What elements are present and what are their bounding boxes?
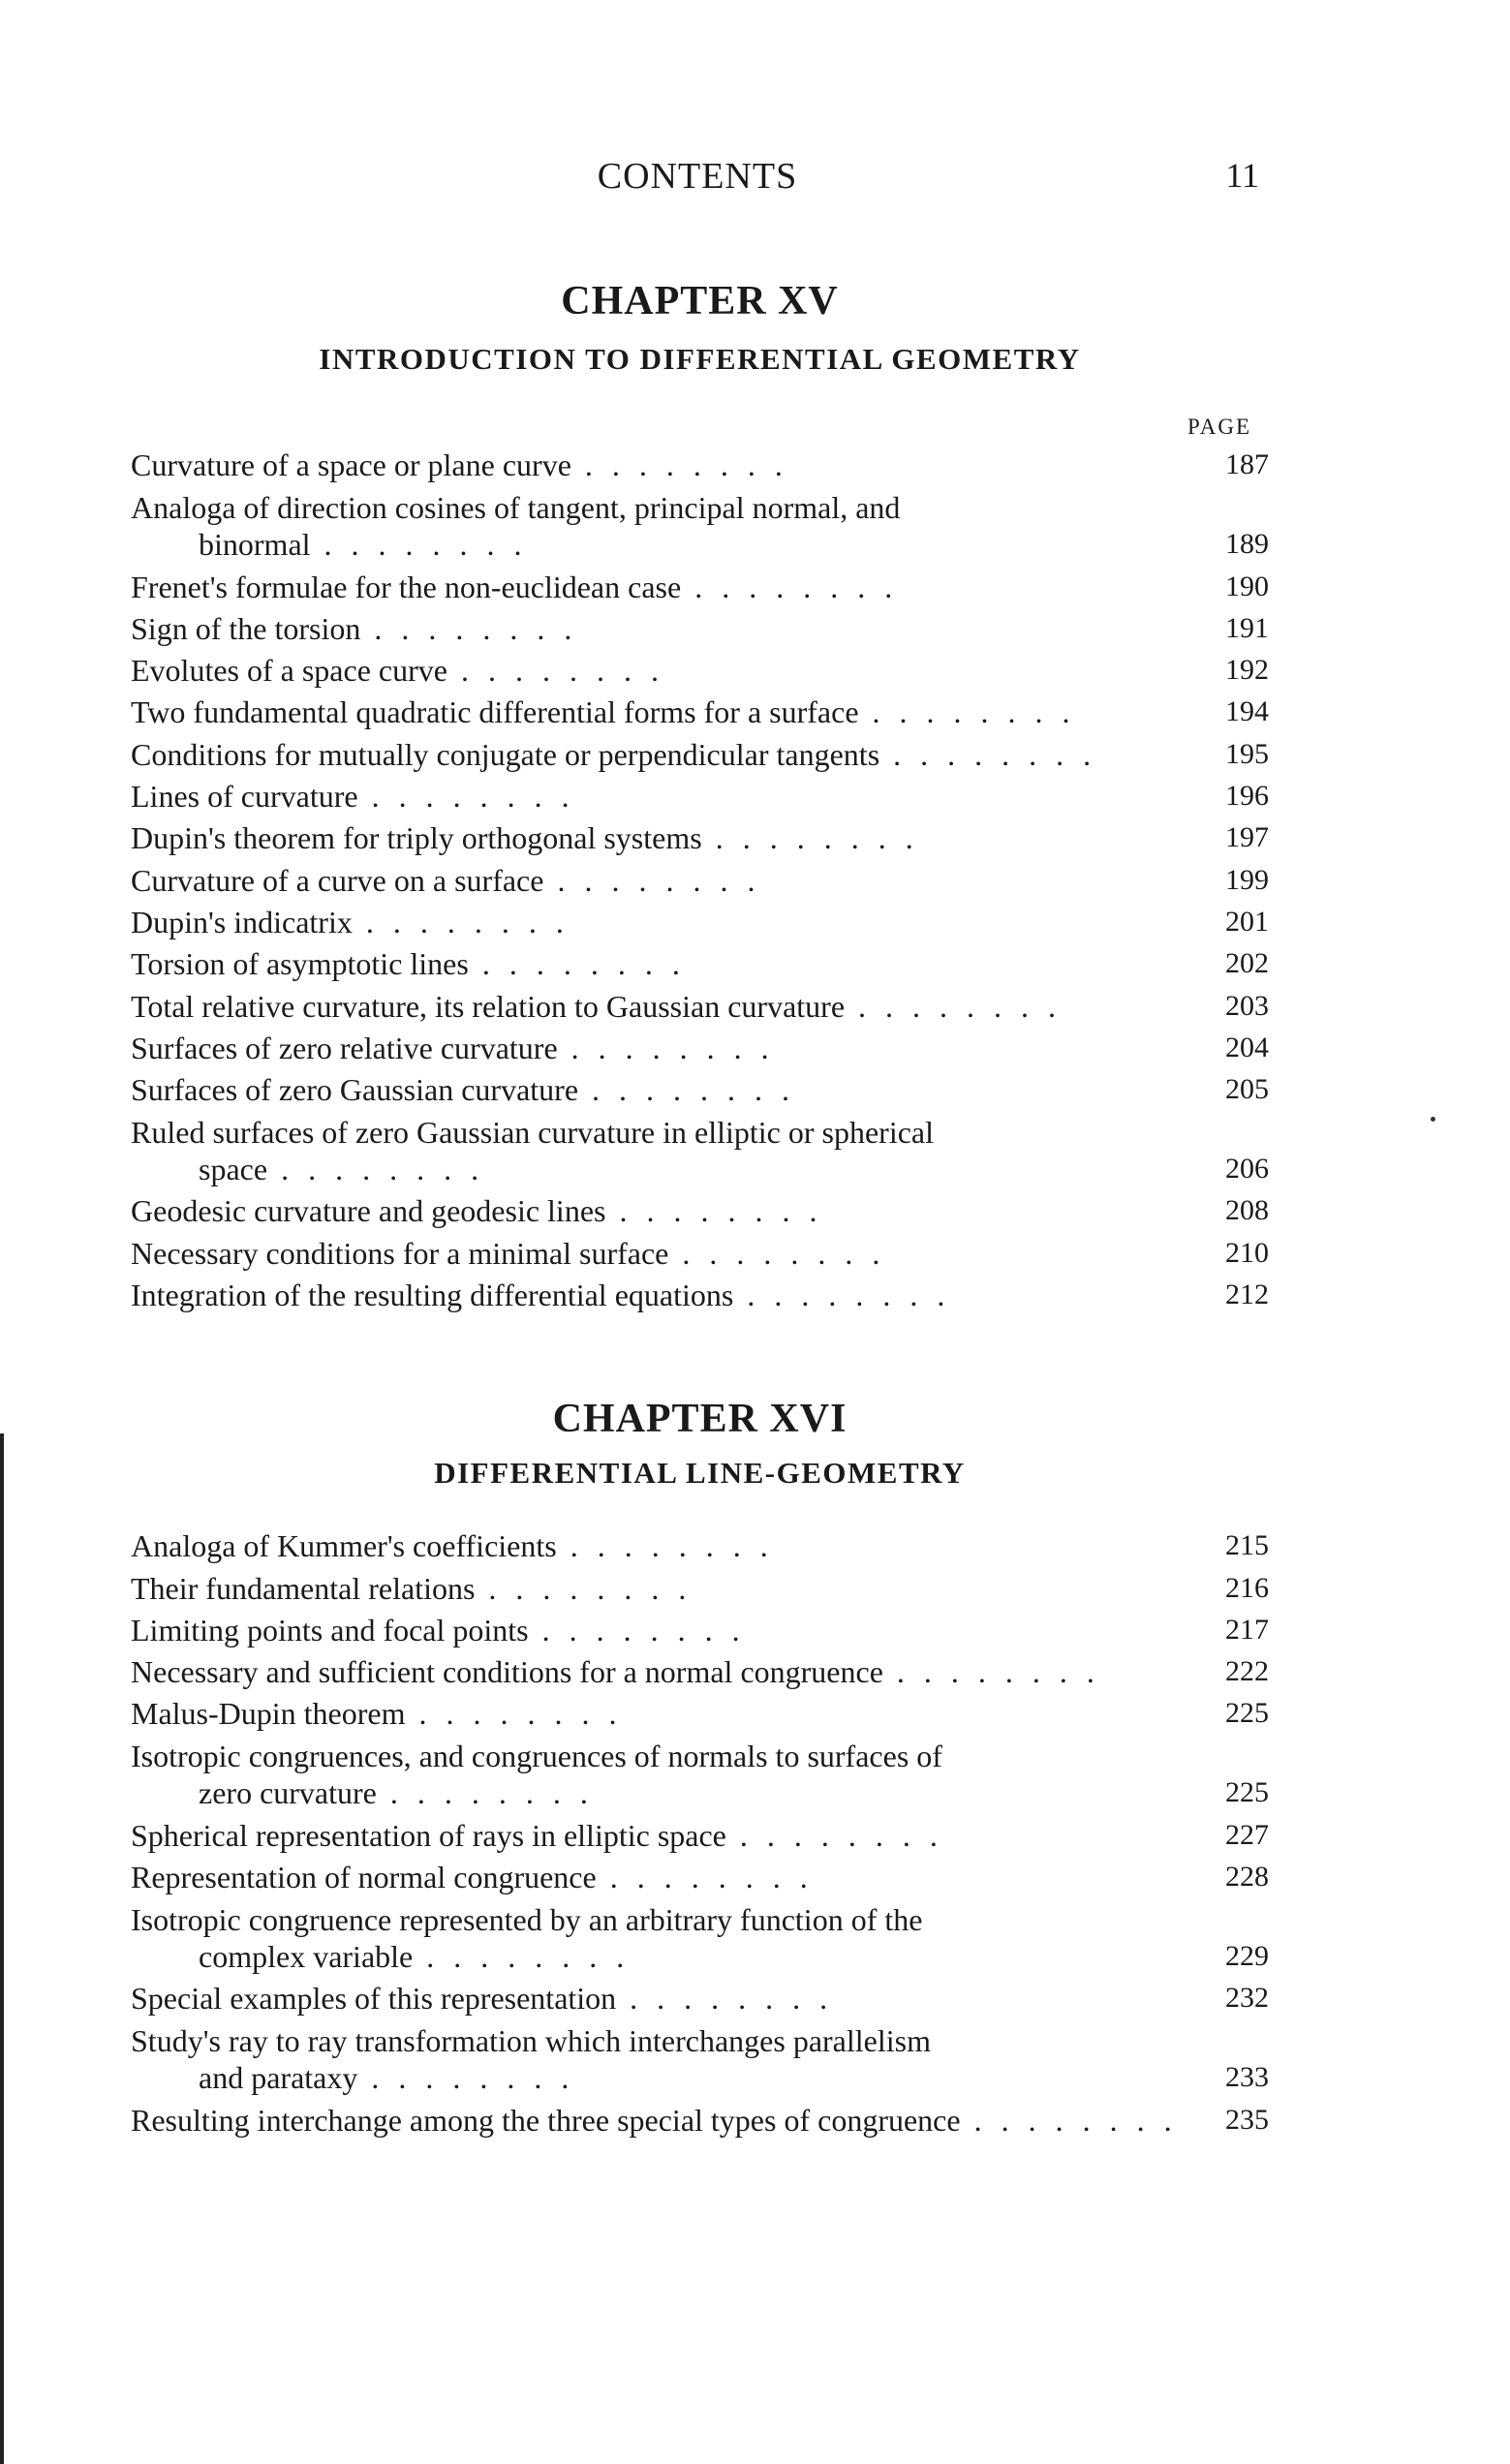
toc-entry (131, 940, 1269, 982)
toc-entry-page: 227 (1225, 1818, 1269, 1851)
dot-leader (558, 1031, 775, 1065)
toc-entry (131, 856, 1269, 898)
toc-entry (131, 815, 1269, 856)
toc-entry-title: Necessary and sufficient conditions for a normal congruence (131, 1654, 883, 1690)
toc-entry (131, 730, 1269, 772)
toc-entry-continuation-text: zero curvature (199, 1775, 377, 1811)
toc-entry-page: 210 (1225, 1236, 1269, 1269)
toc-entry-list (131, 442, 1269, 1313)
toc-entry-text (131, 1030, 1191, 1066)
toc-entry-text (131, 1653, 1191, 1690)
dot-leader (413, 1939, 630, 1974)
toc-entry-page: 222 (1225, 1655, 1269, 1688)
dot-leader (597, 1860, 814, 1894)
toc-entry-title: Dupin's theorem for triply orthogonal systems (131, 820, 702, 856)
toc-entry-continuation (131, 1151, 1191, 1187)
toc-entry-title: Special examples of this representation (131, 1981, 617, 2017)
toc-entry-page: 232 (1225, 1982, 1269, 2015)
toc-entry-title: Representation of normal congruence (131, 1860, 597, 1895)
toc-entry-text (131, 862, 1191, 899)
toc-entry-page: 233 (1225, 2061, 1269, 2094)
toc-entry-title: Curvature of a space or plane curve (131, 447, 571, 483)
toc-entry-page: 196 (1225, 780, 1269, 813)
dot-leader (702, 820, 919, 855)
dot-leader (726, 1818, 943, 1853)
toc-entry (131, 1975, 1269, 2017)
toc-entry-page: 205 (1225, 1073, 1269, 1106)
toc-entry-text (131, 1114, 1191, 1187)
toc-entry (131, 1648, 1269, 1690)
chapter-15-section (131, 273, 1269, 1313)
toc-entry-text (131, 1570, 1191, 1607)
toc-entry-continuation (131, 1774, 1191, 1811)
toc-entry (131, 1187, 1269, 1229)
toc-entry-page: 208 (1225, 1194, 1269, 1227)
toc-entry (131, 483, 1269, 563)
toc-entry-page: 195 (1225, 737, 1269, 770)
dot-leader (883, 1654, 1100, 1689)
toc-entry-text (131, 1980, 1191, 2017)
scan-speck (1431, 1117, 1435, 1122)
toc-entry-title: Conditions for mutually conjugate or perpendicular tangents (131, 736, 880, 772)
toc-entry-continuation-text: binormal (199, 527, 311, 563)
toc-entry-title: Resulting interchange among the three special types of congruence (131, 2102, 961, 2138)
toc-entry-title: Their fundamental relations (131, 1570, 476, 1606)
toc-entry-title: Analoga of direction cosines of tangent, principal normal, and (131, 490, 901, 526)
dot-leader (859, 694, 1076, 729)
toc-entry-page: 202 (1225, 947, 1269, 980)
toc-entry (131, 1108, 1269, 1187)
dot-leader (311, 527, 528, 562)
dot-leader (605, 1193, 822, 1228)
chapter-subtitle: INTRODUCTION TO DIFFERENTIAL GEOMETRY (319, 342, 1081, 376)
toc-entry (131, 899, 1269, 940)
toc-entry-continuation-text: complex variable (199, 1939, 414, 1975)
dot-leader (360, 611, 577, 646)
toc-entry-title: Evolutes of a space curve (131, 653, 447, 689)
dot-leader (668, 1236, 885, 1271)
toc-entry-text (131, 1612, 1191, 1648)
chapter-title: CHAPTER XV (561, 279, 839, 323)
toc-entry-text (131, 569, 1191, 605)
scan-border-shadow (0, 1433, 4, 2464)
dot-leader (733, 1278, 950, 1312)
dot-leader (469, 946, 686, 981)
dot-leader (357, 2060, 574, 2095)
toc-entry-text (131, 1071, 1191, 1108)
toc-entry (131, 2096, 1269, 2138)
toc-entry (131, 773, 1269, 815)
dot-leader (529, 1613, 746, 1648)
toc-entry-title: Lines of curvature (131, 779, 358, 815)
toc-entry-title: Surfaces of zero Gaussian curvature (131, 1072, 579, 1108)
toc-entry-page: 229 (1225, 1940, 1269, 1973)
dot-leader (447, 653, 664, 688)
toc-entry-text (131, 2102, 1191, 2139)
toc-entry-page: 215 (1225, 1529, 1269, 1562)
toc-entry-page: 203 (1225, 989, 1269, 1022)
toc-entry (131, 1811, 1269, 1853)
dot-leader (406, 1696, 623, 1731)
toc-entry (131, 689, 1269, 730)
toc-entry-page: 187 (1225, 448, 1269, 481)
toc-entry-page: 212 (1225, 1278, 1269, 1311)
toc-entry-text (131, 447, 1191, 483)
chapter-title: CHAPTER XVI (552, 1397, 847, 1441)
dot-leader (358, 779, 575, 814)
chapter-16-section (131, 1391, 1269, 2139)
toc-entry-title: Study's ray to ray transformation which interchanges parallelism (131, 2023, 931, 2059)
toc-entry-text (131, 1235, 1191, 1272)
toc-entry-title: Integration of the resulting differential equations (131, 1278, 734, 1313)
toc-entry (131, 1229, 1269, 1271)
toc-entry-continuation-text: and parataxy (199, 2060, 358, 2096)
dot-leader (267, 1152, 484, 1186)
toc-entry-title: Necessary conditions for a minimal surface (131, 1235, 669, 1271)
toc-entry-title: Dupin's indicatrix (131, 904, 353, 939)
toc-entry (131, 1272, 1269, 1313)
toc-entry-text (131, 1817, 1191, 1854)
toc-entry-title: Ruled surfaces of zero Gaussian curvature in elliptic or spherical (131, 1115, 935, 1151)
toc-entry-text (131, 819, 1191, 856)
toc-entry-page: 189 (1225, 528, 1269, 561)
toc-entry-page: 217 (1225, 1613, 1269, 1646)
toc-entry (131, 1564, 1269, 1606)
dot-leader (845, 989, 1062, 1024)
toc-entry-title: Geodesic curvature and geodesic lines (131, 1193, 606, 1229)
toc-entry-text (131, 1527, 1191, 1564)
toc-entry-page: 197 (1225, 821, 1269, 854)
toc-entry-title: Isotropic congruence represented by an arbitrary function of the (131, 1902, 923, 1938)
toc-entry (131, 563, 1269, 604)
toc-entry-page: 235 (1225, 2103, 1269, 2136)
toc-entry-text (131, 1859, 1191, 1895)
toc-entry-continuation (131, 1938, 1191, 1975)
toc-entry (131, 1895, 1269, 1975)
toc-entry-title: Frenet's formulae for the non-euclidean case (131, 569, 682, 604)
page-column-label: PAGE (1187, 415, 1251, 439)
dot-leader (543, 863, 760, 898)
dot-leader (578, 1072, 795, 1107)
toc-entry (131, 1690, 1269, 1732)
toc-entry-text (131, 1277, 1191, 1313)
toc-entry-title: Two fundamental quadratic differential forms for a surface (131, 694, 859, 730)
toc-entry-title: Malus-Dupin theorem (131, 1696, 406, 1732)
toc-entry-page: 192 (1225, 654, 1269, 687)
toc-entry-page: 190 (1225, 570, 1269, 602)
toc-entry-list (131, 1523, 1269, 2139)
toc-entry-page: 204 (1225, 1031, 1269, 1063)
toc-entry (131, 1523, 1269, 1564)
toc-entry-page: 225 (1225, 1697, 1269, 1730)
toc-entry (131, 442, 1269, 483)
toc-entry-page: 225 (1225, 1776, 1269, 1809)
toc-entry-text (131, 945, 1191, 982)
toc-entry-page: 191 (1225, 611, 1269, 644)
toc-entry-text (131, 778, 1191, 815)
toc-entry-title: Torsion of asymptotic lines (131, 946, 469, 982)
toc-entry-page: 216 (1225, 1571, 1269, 1604)
toc-entry-continuation (131, 2059, 1191, 2096)
toc-entry-continuation (131, 526, 1191, 563)
dot-leader (571, 447, 788, 482)
toc-entry-text (131, 904, 1191, 940)
toc-entry (131, 605, 1269, 647)
toc-entry-text (131, 1901, 1191, 1975)
toc-entry-text (131, 1738, 1191, 1811)
toc-entry-text (131, 988, 1191, 1025)
dot-leader (557, 1528, 774, 1563)
toc-entry-title: Curvature of a curve on a surface (131, 862, 544, 898)
toc-entry-title: Analoga of Kummer's coefficients (131, 1528, 557, 1564)
toc-entry-text (131, 652, 1191, 689)
toc-entry (131, 1732, 1269, 1811)
dot-leader (616, 1981, 833, 2016)
toc-entry (131, 1066, 1269, 1108)
page-header (136, 155, 1259, 213)
toc-entry-title: Total relative curvature, its relation to Gaussian curvature (131, 988, 846, 1024)
toc-entry-title: Spherical representation of rays in elliptic space (131, 1817, 726, 1853)
dot-leader (681, 570, 898, 604)
toc-entry-text (131, 736, 1191, 773)
running-title: CONTENTS (597, 156, 798, 197)
toc-entry-text (131, 2022, 1191, 2096)
toc-entry (131, 982, 1269, 1024)
toc-entry-title: Limiting points and focal points (131, 1612, 529, 1648)
toc-entry (131, 1025, 1269, 1066)
toc-entry-title: Surfaces of zero relative curvature (131, 1030, 558, 1065)
toc-entry-text (131, 610, 1191, 647)
toc-entry-title: Sign of the torsion (131, 610, 361, 646)
toc-entry-continuation-text: space (199, 1152, 268, 1187)
toc-entry-text (131, 693, 1191, 730)
toc-entry (131, 1854, 1269, 1895)
page-number: 11 (1225, 156, 1259, 195)
toc-entry-text (131, 489, 1191, 563)
dot-leader (353, 905, 570, 939)
toc-entry (131, 647, 1269, 689)
toc-entry (131, 1607, 1269, 1648)
toc-entry-page: 201 (1225, 905, 1269, 938)
dot-leader (475, 1571, 692, 1606)
dot-leader (961, 2103, 1178, 2138)
dot-leader (377, 1775, 594, 1810)
toc-entry-text (131, 1192, 1191, 1229)
toc-entry-text (131, 1695, 1191, 1732)
chapter-subtitle: DIFFERENTIAL LINE-GEOMETRY (434, 1456, 966, 1490)
dot-leader (879, 737, 1096, 772)
toc-entry-page: 228 (1225, 1861, 1269, 1894)
toc-entry-page: 194 (1225, 695, 1269, 728)
toc-entry-page: 199 (1225, 863, 1269, 896)
toc-entry (131, 2017, 1269, 2096)
toc-entry-page: 206 (1225, 1153, 1269, 1186)
toc-entry-title: Isotropic congruences, and congruences of normals to surfaces of (131, 1739, 942, 1774)
